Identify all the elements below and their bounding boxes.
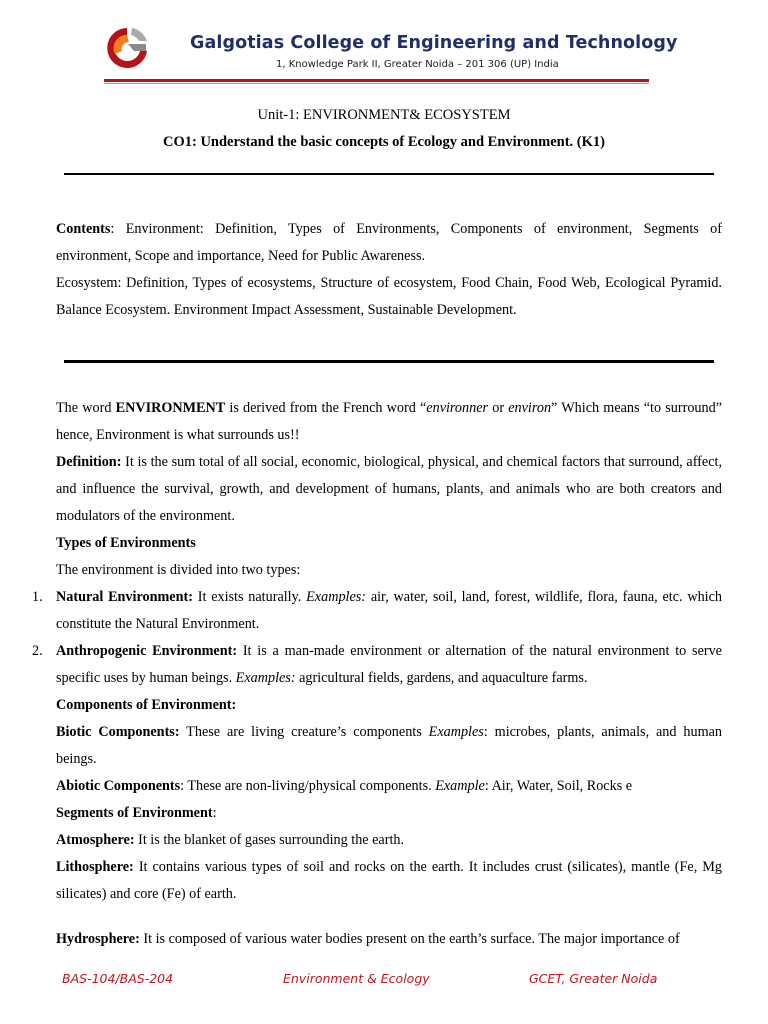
footer-subject: Environment & Ecology: [283, 971, 430, 986]
course-outcome-title: CO1: Understand the basic concepts of Ecology and Environment. (K1): [163, 134, 605, 150]
types-heading: Types of Environments: [56, 535, 196, 551]
section-rule-top: [64, 173, 714, 175]
unit-title: Unit-1: ENVIRONMENT& ECOSYSTEM: [257, 107, 511, 123]
biotic-paragraph: Biotic Components: These are living creature’s components Examples: microbes, plants, animals, and human beings.: [56, 724, 722, 767]
header-divider-gray: [104, 83, 649, 84]
body-text: [32, 395, 723, 953]
contents-environment-text: : Environment: Definition, Types of Environments, Components of environment, Segments of environment, Scope and importance, Need for Public Awareness.: [56, 221, 722, 264]
college-address: 1, Knowledge Park II, Greater Noida – 201 306 (UP) India: [276, 59, 559, 70]
list-item: 1. Natural Environment: It exists naturally. Examples: air, water, soil, land, forest, wildlife, flora, fauna, etc. which constitute the Natural Environment.: [32, 589, 723, 632]
components-heading: Components of Environment:: [56, 697, 237, 713]
definition-paragraph: Definition: It is the sum total of all social, economic, biological, physical, and chemical factors that surround, affect, and influence the survival, growth, and development of humans, plants, and animals who are both creators and modulators of the environment.: [56, 454, 722, 524]
college-logo-icon: [104, 24, 150, 74]
header-divider-red: [104, 79, 649, 82]
contents-section: [56, 216, 722, 324]
abiotic-paragraph: Abiotic Components: These are non-living/physical components. Example: Air, Water, Soil, Rocks e: [56, 778, 633, 794]
college-name: Galgotias College of Engineering and Technology: [190, 33, 678, 53]
footer-institute: GCET, Greater Noida: [529, 971, 658, 986]
hydrosphere-paragraph: Hydrosphere: It is composed of various water bodies present on the earth’s surface. The major importance of: [56, 931, 680, 947]
lithosphere-paragraph: Lithosphere: It contains various types of soil and rocks on the earth. It includes crust (silicates), mantle (Fe, Mg silicates) and core (Fe) of earth.: [56, 859, 722, 902]
footer-course-code: BAS-104/BAS-204: [62, 971, 174, 986]
paragraph-gap: [56, 908, 722, 926]
section-rule-bottom: [64, 360, 714, 363]
intro-paragraph: The word ENVIRONMENT is derived from the French word “environner or environ” Which means “to surround” hence, Environment is what surrounds us!!: [56, 400, 722, 443]
atmosphere-paragraph: Atmosphere: It is the blanket of gases surrounding the earth.: [56, 832, 405, 848]
contents-ecosystem-text: Ecosystem: Definition, Types of ecosystems, Structure of ecosystem, Food Chain, Food Web, Ecological Pyramid. Balance Ecosystem. Environment Impact Assessment, Sustainable Development.: [56, 275, 722, 318]
contents-label: Contents: [56, 221, 111, 237]
types-intro: The environment is divided into two types:: [56, 562, 301, 578]
list-item: 2. Anthropogenic Environment: It is a man-made environment or alternation of the natural environment to serve specific uses by human beings. Examples: agricultural fields, gardens, and aquaculture farms.: [32, 643, 722, 686]
segments-heading: Segments of Environment:: [56, 805, 217, 821]
